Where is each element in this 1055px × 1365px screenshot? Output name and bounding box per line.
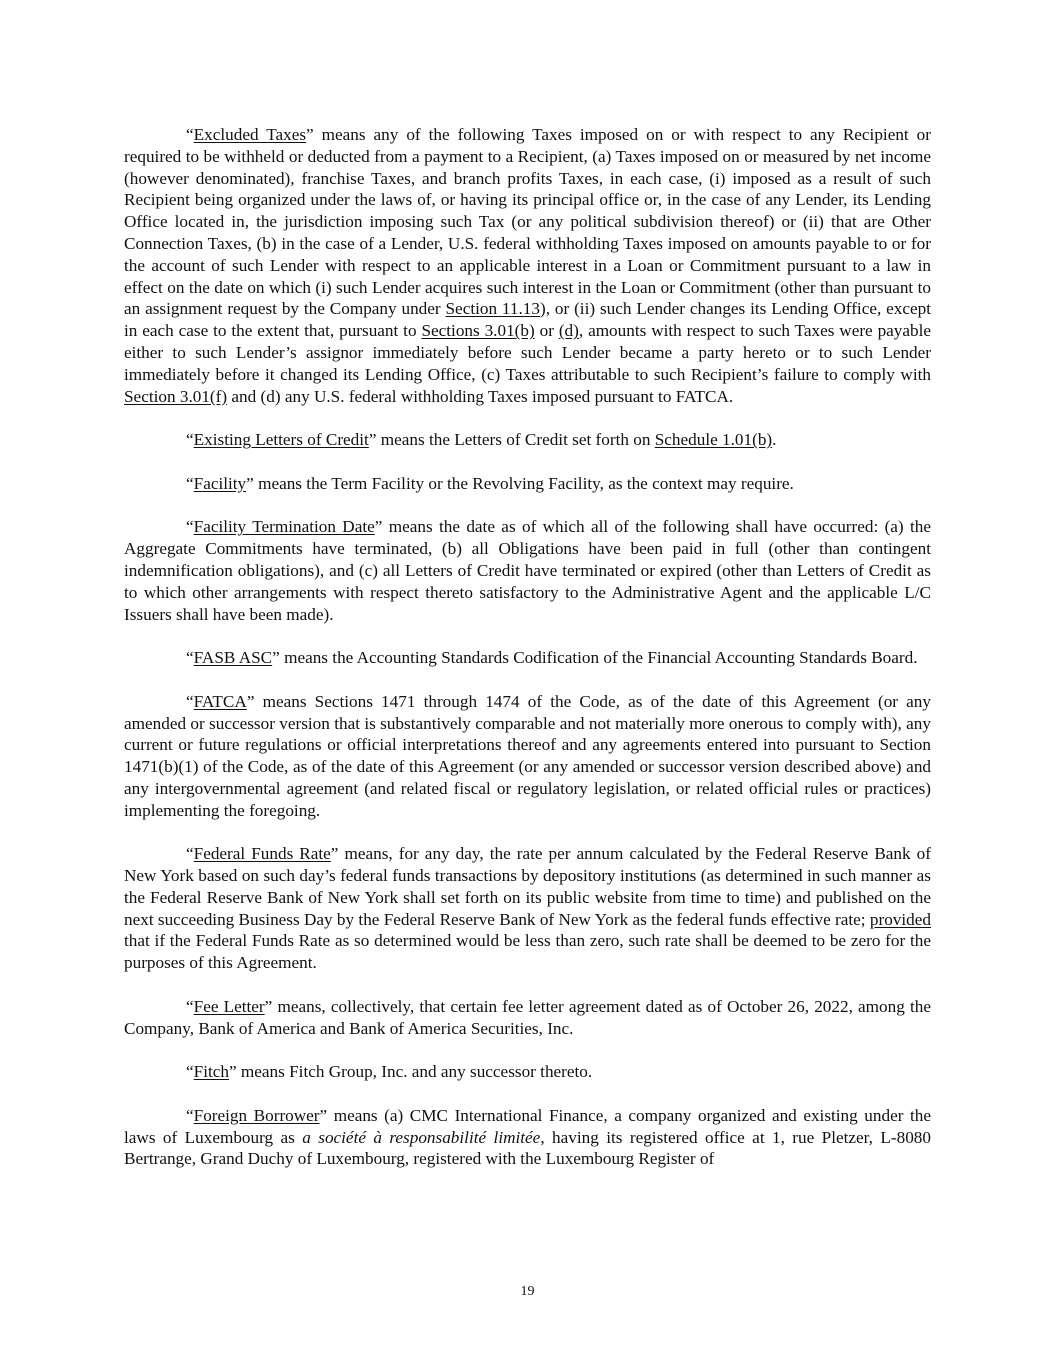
definition-text: or: [534, 321, 559, 341]
definition-text: ” means the Letters of Credit set forth on: [368, 430, 655, 450]
definition-text: ” means Fitch Group, Inc. and any successor thereto.: [228, 1062, 593, 1082]
definition-text: ” means any of the following Taxes imposed on or with respect to any Recipient or required to be withheld or deducted from a payment to a Recipient, (a) Taxes imposed on or measured by net income (however denominated), franchise Taxes, and branch profits Taxes, in each case, (i) imposed as a result of such Recipient being organized under the laws of, or having its principal office or, in the case of any Lender, its Lending Office located in, the jurisdiction imposing such Tax (or any political subdivision thereof) or (ii) that are Other Connection Taxes, (b) in the case of a Lender, U.S. federal withholding Taxes imposed on amounts payable to or for the account of such Lender with respect to an applicable interest in a Loan or Commitment pursuant to a law in effect on the date on which (i) such Lender acquires such interest in the Loan or Commitment (other than pursuant to an assignment request by the Company under: [124, 125, 931, 319]
definition-text: ” means the Term Facility or the Revolving Facility, as the context may require.: [246, 473, 794, 493]
defined-term: FATCA: [193, 691, 247, 711]
defined-term: Foreign Borrower: [193, 1105, 320, 1125]
definition-paragraph: “Facility Termination Date” means the date as of which all of the following shall have occurred: (a) the Aggregate Commitments have terminated, (b) all Obligations have been paid in full (other than contingent indemnification obligations), and (c) all Letters of Credit have terminated or expired (other than Letters of Credit as to which other arrangements with respect thereto satisfactory to the Administrative Agent and the applicable L/C Issuers shall have been made).: [124, 517, 932, 624]
defined-term: Existing Letters of Credit: [193, 430, 369, 450]
definition-paragraph: “Excluded Taxes” means any of the following Taxes imposed on or with respect to any Recipient or required to be withheld or deducted from a payment to a Recipient, (a) Taxes imposed on or measured by net income (however denominated), franchise Taxes, and branch profits Taxes, in each case, (i) imposed as a result of such Recipient being organized under the laws of, or having its principal office or, in the case of any Lender, its Lending Office located in, the jurisdiction imposing such Tax (or any political subdivision thereof) or (ii) that are Other Connection Taxes, (b) in the case of a Lender, U.S. federal withholding Taxes imposed on amounts payable to or for the account of such Lender with respect to an applicable interest in a Loan or Commitment pursuant to a law in effect on the date on which (i) such Lender acquires such interest in the Loan or Commitment (other than pursuant to an assignment request by the Company under Section 11.13), or (ii) such Lender changes its Lending Office, except in each case to the extent that, pursuant to Sections 3.01(b) or (d), amounts with respect to such Taxes were payable either to such Lender’s assignor immediately before such Lender became a party hereto or to such Lender immediately before it changed its Lending Office, (c) Taxes attributable to such Recipient’s failure to comply with Section 3.01(f) and (d) any U.S. federal withholding Taxes imposed pursuant to FATCA.: [124, 125, 932, 406]
definition-text: , having its registered office at 1, rue Pletzer, L-8080 Bertrange, Grand Duchy of Luxembourg, registered with the Luxembourg Register of: [124, 1127, 931, 1169]
defined-term: Fitch: [193, 1062, 229, 1082]
definition-paragraph: “Facility” means the Term Facility or the Revolving Facility, as the context may require.: [186, 473, 794, 493]
definition-paragraph: “Existing Letters of Credit” means the Letters of Credit set forth on Schedule 1.01(b).: [186, 430, 777, 450]
definition-paragraph: “Fitch” means Fitch Group, Inc. and any successor thereto.: [186, 1062, 593, 1082]
definition-paragraph: “FASB ASC” means the Accounting Standards Codification of the Financial Accounting Standards Board.: [186, 648, 918, 668]
definition-text: ” means, collectively, that certain fee letter agreement dated as of October 26, 2022, among the Company, Bank of America and Bank of America Securities, Inc.: [124, 996, 931, 1038]
definition-text: ” means (a) CMC International Finance, a company organized and existing under the laws of Luxembourg as: [124, 1105, 931, 1147]
definition-paragraph: “Federal Funds Rate” means, for any day, the rate per annum calculated by the Federal Reserve Bank of New York based on such day’s federal funds transactions by depository institutions (as determined in such manner as the Federal Reserve Bank of New York shall set forth on its public website from time to time) and published on the next succeeding Business Day by the Federal Reserve Bank of New York as the federal funds effective rate; provided that if the Federal Funds Rate as so determined would be less than zero, such rate shall be deemed to be zero for the purposes of this Agreement.: [124, 844, 931, 973]
defined-term: FASB ASC: [193, 648, 273, 668]
definition-paragraph: “Foreign Borrower” means (a) CMC International Finance, a company organized and existing under the laws of Luxembourg as a société à responsabilité limitée, having its registered office at 1, rue Pletzer, L-8080 Bertrange, Grand Duchy of Luxembourg, registered with the Luxembourg Register of: [124, 1105, 931, 1169]
cross-reference: provided: [869, 909, 931, 929]
definition-text: .: [772, 430, 777, 450]
definition-text: ” means the date as of which all of the following shall have occurred: (a) the Aggregate Commitments have terminated, (b) all Obligations have been paid in full (other than contingent indemnification obligations), and (c) all Letters of Credit have terminated or expired (other than Letters of Credit as to which other arrangements with respect thereto satisfactory to the Administrative Agent and the applicable L/C Issuers shall have been made).: [124, 517, 932, 624]
definition-text: ), or (ii) such Lender changes its Lending Office, except in each case to the extent that, pursuant to: [124, 299, 931, 341]
page-number: 19: [520, 1284, 535, 1299]
definition-text: ” means, for any day, the rate per annum calculated by the Federal Reserve Bank of New York based on such day’s federal funds transactions by depository institutions (as determined in such manner as the Federal Reserve Bank of New York shall set forth on its public website from time to time) and published on the next succeeding Business Day by the Federal Reserve Bank of New York as the federal funds effective rate;: [124, 844, 931, 929]
cross-reference: (d): [558, 321, 579, 341]
defined-term: Fee Letter: [193, 996, 265, 1016]
definition-text: , amounts with respect to such Taxes were payable either to such Lender’s assignor immediately before such Lender became a party hereto or to such Lender immediately before it changed its Lending Office, (c) Taxes attributable to such Recipient’s failure to comply with: [124, 321, 932, 384]
defined-term: Federal Funds Rate: [193, 844, 331, 864]
cross-reference: Section 11.13: [445, 299, 540, 319]
document-page: [124, 124, 931, 1192]
definition-paragraph: “Fee Letter” means, collectively, that certain fee letter agreement dated as of October 26, 2022, among the Company, Bank of America and Bank of America Securities, Inc.: [124, 996, 931, 1038]
defined-term: Excluded Taxes: [193, 125, 307, 144]
italic-text: a société à responsabilité limitée: [302, 1127, 541, 1147]
cross-reference: Sections 3.01(b): [421, 321, 535, 341]
defined-term: Facility Termination Date: [193, 517, 375, 537]
definition-text: and (d) any U.S. federal withholding Taxes imposed pursuant to FATCA.: [227, 386, 734, 406]
definition-paragraph: “FATCA” means Sections 1471 through 1474 of the Code, as of the date of this Agreement (or any amended or successor version that is substantively comparable and not materially more onerous to comply with), any current or future regulations or official interpretations thereof and any agreements entered into pursuant to Section 1471(b)(1) of the Code, as of the date of this Agreement (or any amended or successor version described above) and any intergovernmental agreement (and related fiscal or regulatory legislation, or related official rules or practices) implementing the foregoing.: [124, 691, 931, 820]
definition-text: ” means Sections 1471 through 1474 of the Code, as of the date of this Agreement (or any amended or successor version that is substantively comparable and not materially more onerous to comply with), any current or future regulations or official interpretations thereof and any agreements entered into pursuant to Section 1471(b)(1) of the Code, as of the date of this Agreement (or any amended or successor version described above) and any intergovernmental agreement (and related fiscal or regulatory legislation, or related official rules or practices) implementing the foregoing.: [124, 691, 931, 820]
definition-text: ” means the Accounting Standards Codification of the Financial Accounting Standards Board.: [272, 648, 918, 668]
cross-reference: Schedule 1.01(b): [654, 430, 773, 450]
definition-text: that if the Federal Funds Rate as so determined would be less than zero, such rate shall be deemed to be zero for the purposes of this Agreement.: [124, 931, 931, 973]
cross-reference: Section 3.01(f): [124, 386, 228, 406]
defined-term: Facility: [193, 473, 247, 493]
